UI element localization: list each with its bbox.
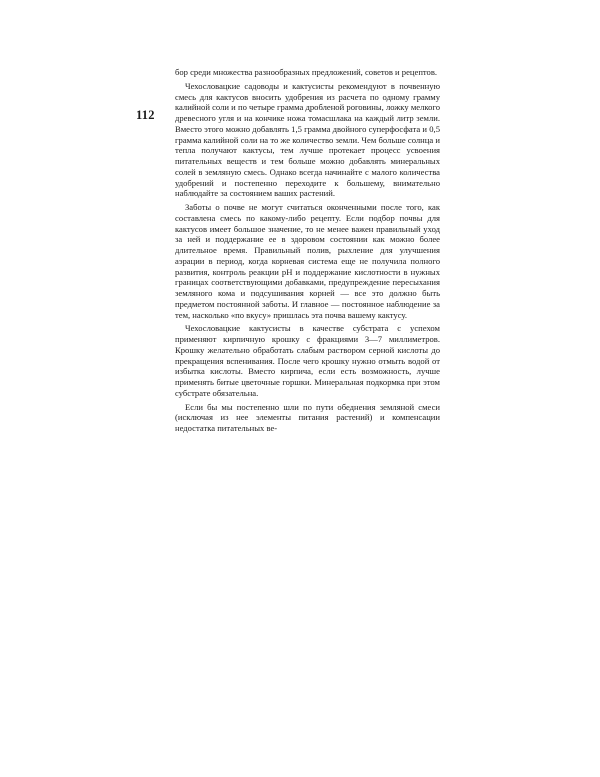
paragraph-4: Чехословацкие кактусисты в качестве субстрата с успехом применяют кирпичную крошку с фракциями 3—7 миллиметров. Крошку желательно обработать слабым раствором серной кислоты до прекращения вспенивания. После чего крошку нужно отмыть водой от избытка кислоты. Вместо кирпича, если есть возможность, лучше применять битые цветочные горшки. Минеральная подкормка при этом субстрате обязательна. xyxy=(175,323,440,398)
paragraph-3: Заботы о почве не могут считаться оконченными после того, как составлена смесь по какому-либо рецепту. Если подбор почвы для кактусов имеет большое значение, то не менее важен правильный уход за ней и поддержание ее в здоровом состоянии как можно более длительное время. Правильный полив, рыхление для улучшения аэрации в период, когда корневая система еще не получила полного развития, контроль реакции рН и поддержание кислотности в нужных границах соответствующими добавками, предупреждение пересыхания земляного кома и подсушивания корней — все это должно быть предметом постоянной заботы. И главное — постоянное наблюдение за тем, насколько «по вкусу» пришлась эта почва вашему кактусу. xyxy=(175,202,440,320)
page-number: 112 xyxy=(136,108,155,122)
body-text-column xyxy=(175,67,440,434)
paragraph-2: Чехословацкие садоводы и кактусисты рекомендуют в почвенную смесь для кактусов вносить удобрения из расчета по одному грамму калийной соли и по четыре грамма дробленой роговины, ложку мелкого древесного угля и на кончике ножа томасшлака на каждый литр земли. Вместо этого можно добавлять 1,5 грамма двойного суперфосфата и 0,5 грамма калийной соли на то же количество земли. Чем больше солнца и тепла получают кактусы, тем лучше протекает процесс усвоения питательных веществ и тем больше можно добавлять минеральных солей в земляную смесь. Однако всегда начинайте с малого количества удобрений и постепенно переходите к большему, внимательно наблюдайте за состоянием ваших растений. xyxy=(175,80,440,199)
paragraph-1: бор среди множества разнообразных предложений, советов и рецептов. xyxy=(175,67,438,77)
paragraph-5: Если бы мы постепенно шли по пути обеднения земляной смеси (исключая из нее элементы питания растений) и компенсации недостатка питательных ве- xyxy=(175,401,440,433)
